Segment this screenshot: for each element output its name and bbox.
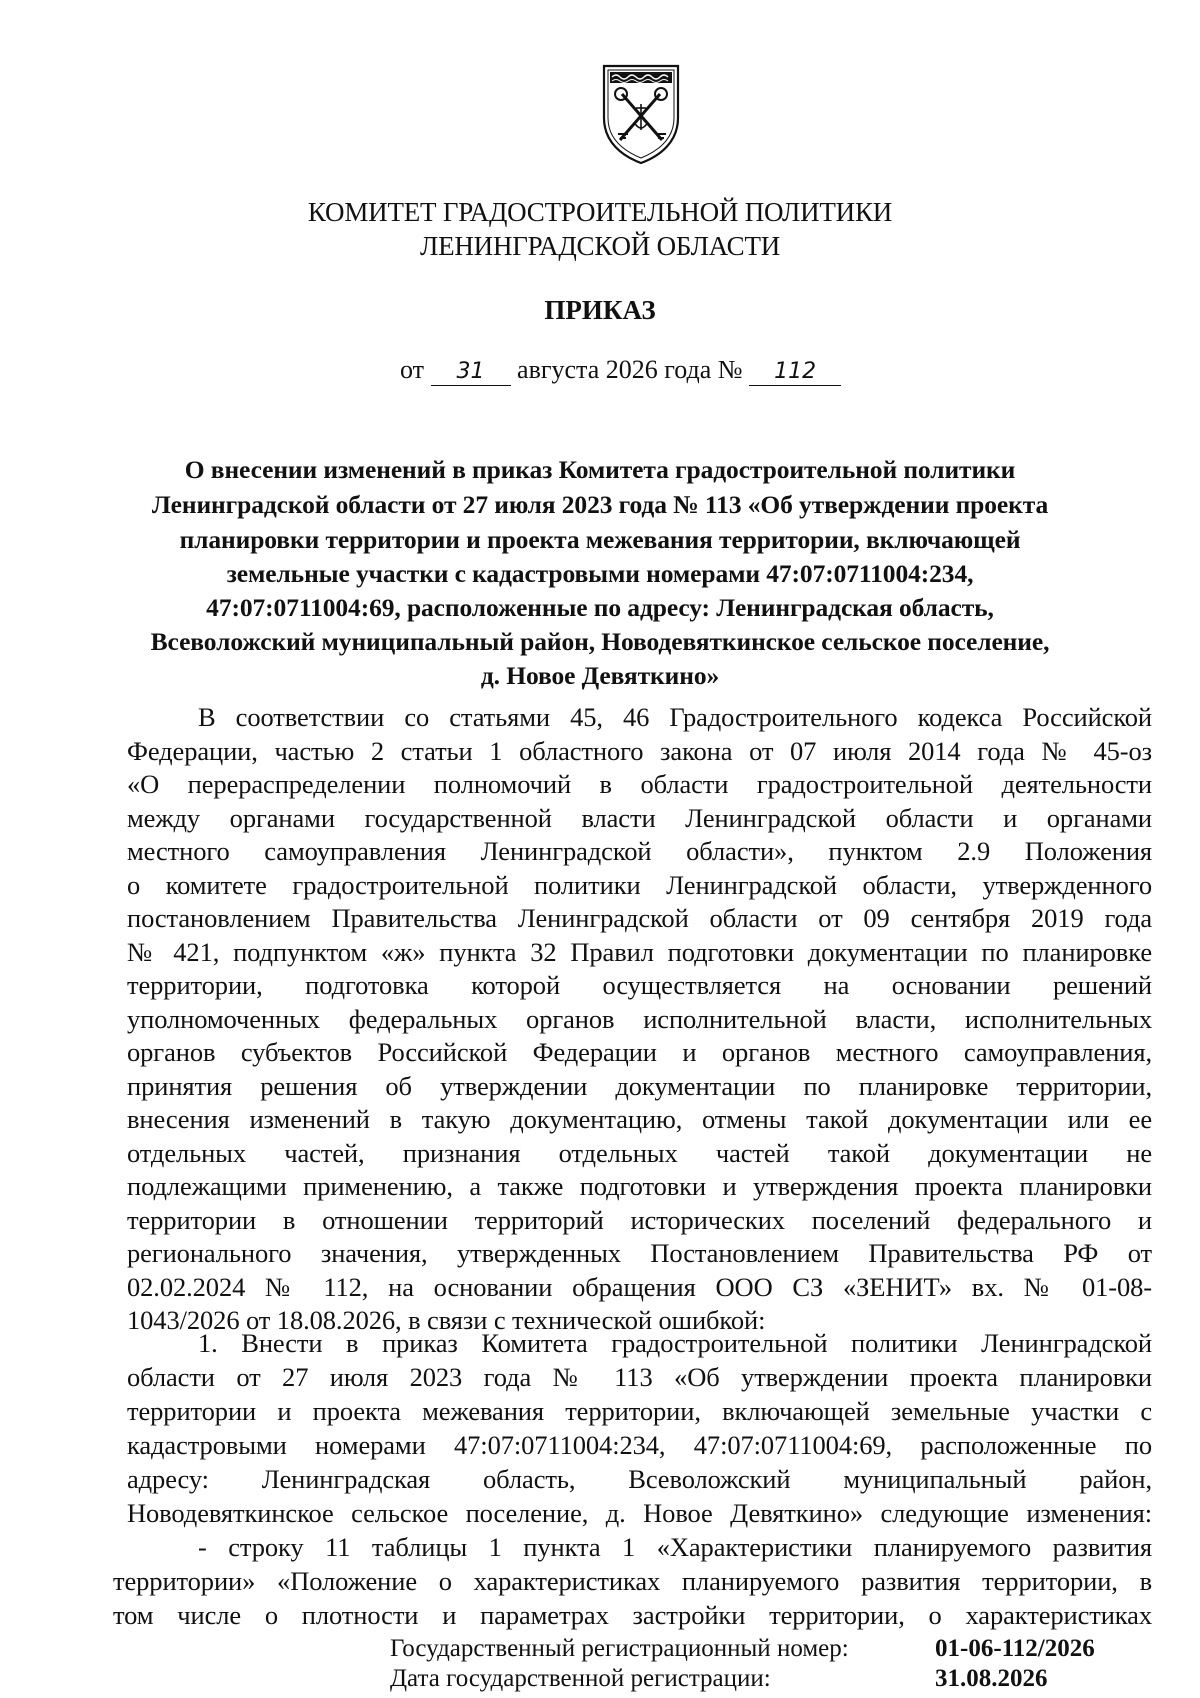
body-line: постановлением Правительства Ленинградской области от 09 сентября 2019 года xyxy=(127,903,1152,933)
body-line: 02.02.2024 № 112, на основании обращения ООО СЗ «ЗЕНИТ» вх. № 01-08- xyxy=(127,1271,1152,1302)
body-line: внесения изменений в такую документацию, отмены такой документации или ее xyxy=(127,1104,1152,1134)
change-line: том числе о плотности и параметрах застройки территории, о характеристиках xyxy=(113,1600,1152,1630)
body-line: уполномоченных федеральных органов исполнительной власти, исполнительных xyxy=(127,1003,1152,1034)
change-line: - строку 11 таблицы 1 пункта 1 «Характеристики планируемого развития xyxy=(198,1532,1152,1562)
body-line: принятия решения об утверждении документации по планировке территории, xyxy=(127,1070,1152,1101)
committee-name-line-1: КОМИТЕТ ГРАДОСТРОИТЕЛЬНОЙ ПОЛИТИКИ xyxy=(307,197,893,227)
order-title-line: Ленинградской области от 27 июля 2023 года № 113 «Об утверждении проекта xyxy=(151,490,1049,519)
order-title-line: д. Новое Девяткино» xyxy=(480,661,720,690)
registration-date-value: 31.08.2026 xyxy=(935,1665,1048,1692)
item-1-line: кадастровыми номерами 47:07:0711004:234, 47:07:0711004:69, расположенные по xyxy=(127,1430,1152,1460)
body-line: «О перераспределении полномочий в области градостроительной деятельности xyxy=(127,769,1152,799)
registration-number-value: 01-06-112/2026 xyxy=(935,1635,1095,1662)
body-line: территории, подготовка которой осуществляется на основании решений xyxy=(127,970,1152,1000)
body-line: Федерации, частью 2 статьи 1 областного закона от 07 июля 2014 года № 45-оз xyxy=(127,735,1152,766)
body-line: В соответствии со статьями 45, 46 Градостроительного кодекса Российской xyxy=(198,702,1152,732)
item-1-line: территории и проекта межевания территории, включающей земельные участки с xyxy=(127,1396,1152,1426)
body-line: № 421, подпунктом «ж» пункта 32 Правил подготовки документации по планировке xyxy=(127,936,1152,967)
order-title-line: 47:07:0711004:69, расположенные по адресу: Ленинградская область, xyxy=(206,593,994,622)
body-line: о комитете градостроительной политики Ленинградской области, утвержденного xyxy=(127,869,1152,900)
body-line: между органами государственной власти Ленинградской области и органами xyxy=(127,802,1152,833)
body-line: органов субъектов Российской Федерации и органов местного самоуправления, xyxy=(127,1037,1152,1067)
order-title-line: земельные участки с кадастровыми номерами 47:07:0711004:234, xyxy=(226,559,974,588)
item-1-line: Новодевяткинское сельское поселение, д. Новое Девяткино» следующие изменения: xyxy=(127,1498,1152,1528)
item-1-line: 1. Внести в приказ Комитета градостроительной политики Ленинградской xyxy=(198,1328,1152,1358)
order-day: 31 xyxy=(431,359,511,386)
order-title-line: Всеволожский муниципальный район, Новодевяткинское сельское поселение, xyxy=(150,627,1050,656)
change-line: территории» «Положение о характеристиках планируемого развития территории, в xyxy=(113,1566,1152,1596)
order-date-line xyxy=(400,353,841,387)
body-line: местного самоуправления Ленинградской области», пунктом 2.9 Положения xyxy=(127,836,1152,866)
item-1-line: области от 27 июля 2023 года № 113 «Об утверждении проекта планировки xyxy=(127,1362,1152,1392)
order-title-line: планировки территории и проекта межевания территории, включающей xyxy=(179,525,1021,554)
document-type: ПРИКАЗ xyxy=(544,295,656,325)
coat-of-arms-icon xyxy=(598,58,684,166)
date-prefix: от xyxy=(400,355,425,384)
committee-name-line-2: ЛЕНИНГРАДСКОЙ ОБЛАСТИ xyxy=(419,231,781,261)
body-line: территории в отношении территорий исторических поселений федерального и xyxy=(127,1204,1152,1235)
order-title-line: О внесении изменений в приказ Комитета градостроительной политики xyxy=(184,455,1016,484)
item-1-line: адресу: Ленинградская область, Всеволожский муниципальный район, xyxy=(127,1464,1152,1494)
date-month-year: августа 2026 года № xyxy=(517,355,743,384)
order-number: 112 xyxy=(749,359,841,386)
body-line: 1043/2026 от 18.08.2026, в связи с технической ошибкой: xyxy=(127,1305,766,1335)
registration-date-label: Дата государственной регистрации: xyxy=(390,1665,771,1692)
registration-number-label: Государственный регистрационный номер: xyxy=(390,1635,849,1662)
body-line: отдельных частей, признания отдельных частей такой документации не xyxy=(127,1137,1152,1168)
body-line: регионального значения, утвержденных Постановлением Правительства РФ от xyxy=(127,1238,1152,1268)
body-line: подлежащими применению, а также подготовки и утверждения проекта планировки xyxy=(127,1171,1152,1201)
